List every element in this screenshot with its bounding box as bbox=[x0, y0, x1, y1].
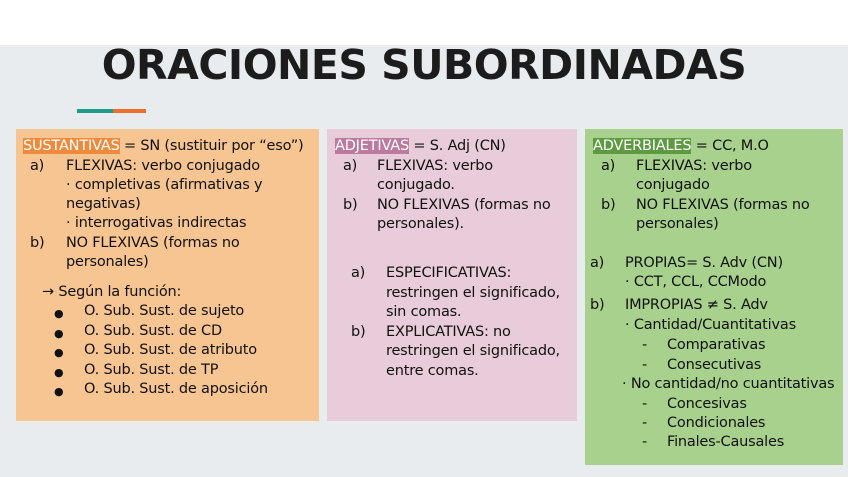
adjetivas-heading-line bbox=[335, 137, 506, 157]
adverbiales-a-marker: a) bbox=[601, 158, 616, 174]
adjetivas-b-line2: personales). bbox=[377, 216, 464, 232]
slide-title: ORACIONES SUBORDINADAS bbox=[101, 45, 747, 89]
sustantivas-b-line2: personales) bbox=[66, 254, 149, 270]
cantidad-item: Comparativas bbox=[667, 337, 766, 353]
accent-bar-orange bbox=[113, 109, 146, 113]
sustantivas-a-line4: · interrogativas indirectas bbox=[66, 215, 247, 231]
sustantivas-definition: = SN (sustituir por “eso”) bbox=[119, 138, 304, 154]
no-cantidad-item: Concesivas bbox=[667, 396, 747, 412]
bullet-icon: ● bbox=[54, 346, 64, 359]
adjetivas-c-line1: ESPECIFICATIVAS: bbox=[386, 265, 512, 281]
adverbiales-box bbox=[585, 129, 843, 465]
sustantivas-b-line1: NO FLEXIVAS (formas no bbox=[66, 235, 240, 251]
adjetivas-b-marker: b) bbox=[343, 197, 358, 213]
sustantivas-box bbox=[16, 129, 319, 421]
sustantivas-a-marker: a) bbox=[30, 158, 45, 174]
adjetivas-d-line3: entre comas. bbox=[386, 363, 479, 379]
funcion-item: O. Sub. Sust. de sujeto bbox=[84, 303, 245, 319]
adverbiales-cantidad: · Cantidad/Cuantitativas bbox=[625, 317, 796, 333]
adverbiales-heading-line bbox=[593, 137, 769, 157]
adverbiales-definition: = CC, M.O bbox=[691, 138, 769, 154]
no-cantidad-item: Condicionales bbox=[667, 415, 766, 431]
adverbiales-b-marker: b) bbox=[601, 197, 616, 213]
adjetivas-a-line2: conjugado. bbox=[377, 177, 455, 193]
bullet-icon: ● bbox=[54, 366, 64, 379]
adverbiales-c-marker: a) bbox=[590, 255, 605, 271]
adjetivas-definition: = S. Adj (CN) bbox=[408, 138, 506, 154]
adjetivas-d-line1: EXPLICATIVAS: no bbox=[386, 324, 511, 340]
funcion-item: O. Sub. Sust. de aposición bbox=[84, 381, 268, 397]
adjetivas-b-line1: NO FLEXIVAS (formas no bbox=[377, 197, 551, 213]
adverbiales-c-line1: PROPIAS= S. Adv (CN) bbox=[625, 255, 783, 271]
adverbiales-d-marker: b) bbox=[590, 297, 605, 313]
adverbiales-a-line1: FLEXIVAS: verbo bbox=[636, 158, 752, 174]
sustantivas-b-marker: b) bbox=[30, 235, 45, 251]
adjetivas-a-marker: a) bbox=[343, 158, 358, 174]
slide bbox=[0, 45, 848, 477]
bullet-icon: ● bbox=[54, 385, 64, 398]
funcion-item: O. Sub. Sust. de CD bbox=[84, 323, 222, 339]
bullet-icon: ● bbox=[54, 327, 64, 340]
adjetivas-d-line2: restringen el significado, bbox=[386, 343, 560, 359]
adverbiales-heading: ADVERBIALES bbox=[593, 138, 692, 154]
dash-icon: - bbox=[642, 337, 648, 353]
accent-bar-teal bbox=[77, 109, 113, 113]
no-cantidad-item: Finales-Causales bbox=[667, 434, 785, 450]
sustantivas-a-line3: negativas) bbox=[66, 196, 141, 212]
cantidad-item: Consecutivas bbox=[667, 357, 762, 373]
adjetivas-c-marker: a) bbox=[351, 265, 366, 281]
adjetivas-c-line2: restringen el significado, bbox=[386, 285, 560, 301]
sustantivas-heading-line bbox=[23, 137, 304, 157]
adverbiales-c-line2: · CCT, CCL, CCModo bbox=[625, 274, 767, 290]
dash-icon: - bbox=[642, 396, 648, 412]
dash-icon: - bbox=[642, 415, 648, 431]
dash-icon: - bbox=[642, 357, 648, 373]
adverbiales-b-line1: NO FLEXIVAS (formas no bbox=[636, 197, 810, 213]
adverbiales-a-line2: conjugado bbox=[636, 177, 710, 193]
funcion-item: O. Sub. Sust. de atributo bbox=[84, 342, 257, 358]
dash-icon: - bbox=[642, 434, 648, 450]
adverbiales-b-line2: personales) bbox=[636, 216, 719, 232]
adverbiales-d-line1: IMPROPIAS ≠ S. Adv bbox=[625, 297, 768, 313]
adjetivas-c-line3: sin comas. bbox=[386, 304, 462, 320]
sustantivas-a-line1: FLEXIVAS: verbo conjugado bbox=[66, 158, 260, 174]
bullet-icon: ● bbox=[54, 307, 64, 320]
adjetivas-heading: ADJETIVAS bbox=[335, 138, 409, 154]
adjetivas-d-marker: b) bbox=[351, 324, 366, 340]
funcion-item: O. Sub. Sust. de TP bbox=[84, 362, 219, 378]
adjetivas-a-line1: FLEXIVAS: verbo bbox=[377, 158, 493, 174]
sustantivas-funcion-heading: → Según la función: bbox=[42, 284, 182, 300]
adverbiales-no-cantidad: · No cantidad/no cuantitativas bbox=[622, 376, 835, 392]
adjetivas-box bbox=[327, 129, 577, 421]
sustantivas-a-line2: · completivas (afirmativas y bbox=[66, 177, 263, 193]
sustantivas-heading: SUSTANTIVAS bbox=[23, 138, 120, 154]
